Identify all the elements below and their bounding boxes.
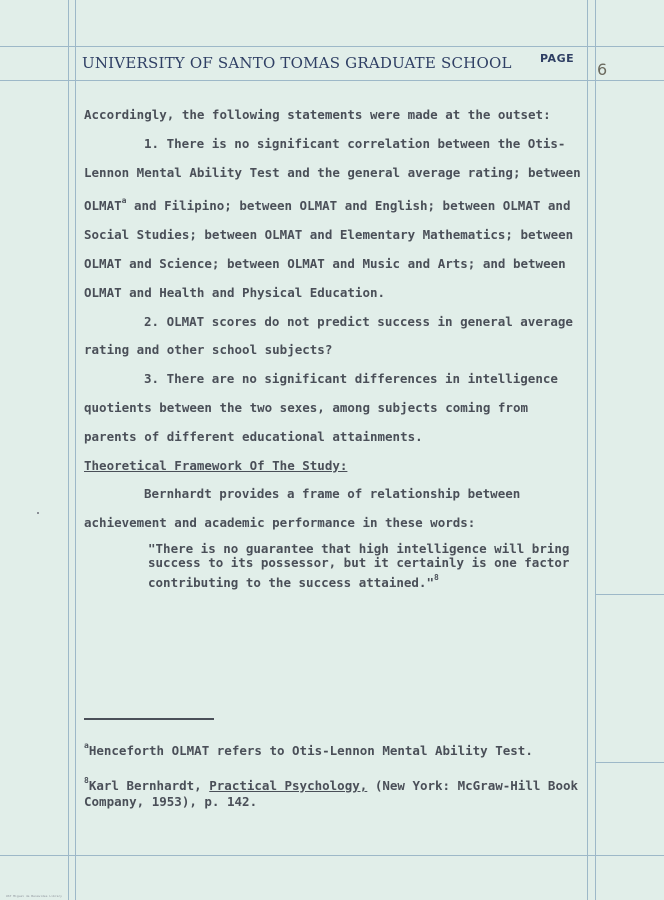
library-watermark: UST Miguel de Benavides Library — [6, 894, 62, 898]
footnote-a — [84, 738, 584, 759]
footnote-a-text: Henceforth OLMAT refers to Otis-Lennon Mental Ability Test. — [88, 743, 533, 758]
header-rule-bottom — [0, 80, 664, 81]
footnote-8-publisher: (New York: McGraw-Hill Book Company, 1953), p. 142. — [84, 778, 579, 809]
hypothesis-1 — [84, 130, 584, 308]
footnote-ref-a: a — [121, 196, 127, 206]
margin-line-right — [587, 0, 588, 900]
footnote-divider — [84, 718, 214, 720]
margin-line-right-outer — [595, 0, 596, 900]
hypothesis-1-end: and Filipino; between OLMAT and English; between OLMAT and Social Studies; between OLMAT and Elementary Mathematics; between OLMAT and Science; between OLMAT and Music and Arts; and between OLMAT and Health and Physical Education. — [84, 198, 574, 300]
margin-line-left — [68, 0, 69, 900]
paper-speck — [37, 512, 39, 514]
side-rule-1 — [596, 594, 664, 595]
page-header — [82, 52, 582, 76]
header-rule-top — [0, 46, 664, 47]
margin-line-left-inner — [75, 0, 76, 900]
footnote-8-book-title: Practical Psychology, — [209, 778, 368, 793]
footnote-8-mark: 8 — [84, 776, 89, 785]
page-number: 6 — [597, 60, 608, 79]
footnote-ref-8: 8 — [433, 572, 439, 582]
block-quote — [148, 538, 578, 591]
footnote-8 — [84, 773, 584, 810]
quote-text: "There is no guarantee that high intelligence will bring success to its possessor, but it certainly is one factor contributing to the success attained." — [148, 540, 570, 590]
side-rule-2 — [596, 762, 664, 763]
page-label: PAGE — [540, 52, 575, 65]
hypothesis-2: 2. OLMAT scores do not predict success in general average rating and other school subjects? — [84, 313, 573, 358]
footer-rule — [0, 855, 664, 856]
footnotes — [84, 738, 584, 810]
body-text — [84, 101, 584, 590]
footnote-8-author: Karl Bernhardt, — [88, 778, 210, 793]
section-heading: Theoretical Framework Of The Study: — [84, 457, 348, 473]
hypothesis-1-start: 1. There is no significant correlation between the Otis-Lennon Mental Ability Test and the general average rating; between OLMAT — [84, 135, 581, 214]
hypothesis-3: 3. There are no significant differences in intelligence quotients between the two sexes, among subjects coming from parents of different educational attainments. — [84, 371, 558, 444]
intro-paragraph: Accordingly, the following statements were made at the outset: — [84, 107, 551, 122]
footnote-a-mark: a — [84, 741, 89, 750]
framework-paragraph: Bernhardt provides a frame of relationship between achievement and academic performance in these words: — [84, 486, 521, 531]
header-title: UNIVERSITY OF SANTO TOMAS GRADUATE SCHOOL — [82, 54, 512, 72]
